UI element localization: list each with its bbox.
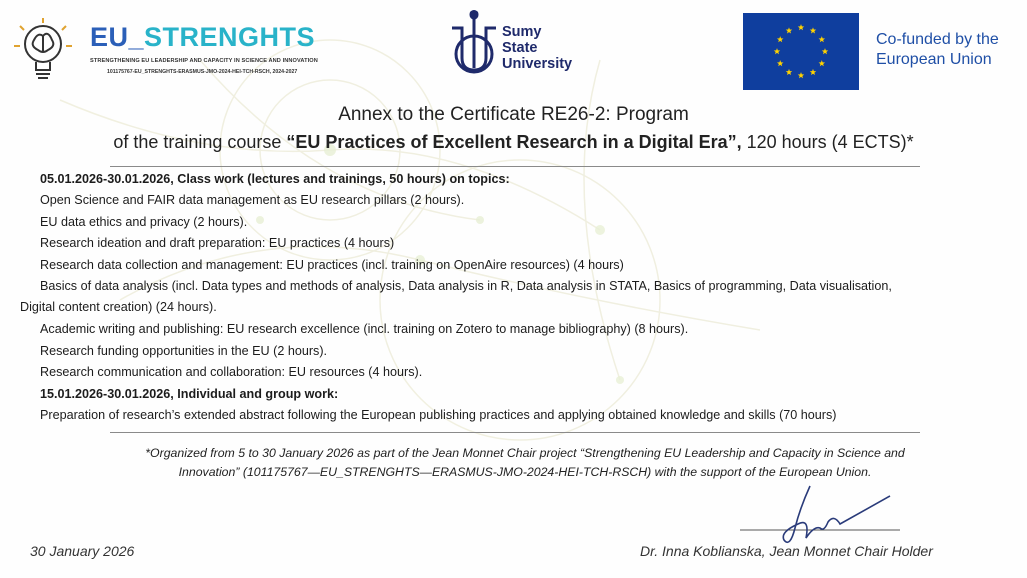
cofunded-label: Co-funded by the European Union	[876, 31, 999, 68]
topic-item: Academic writing and publishing: EU research excellence (incl. training on Zotero to manage bibliography) (8 hours).	[40, 322, 689, 336]
eu-flag-star	[786, 27, 792, 33]
project-logo-subtitle: STRENGTHENING EU LEADERSHIP AND CAPACITY IN SCIENCE AND INNOVATION	[90, 58, 318, 64]
footnote: *Organized from 5 to 30 January 2026 as part of the Jean Monnet Chair project “Strengthening EU Leadership and Capacity in Science and Innovation” (101175767—EU_STRENGHTS—ERASMUS-JMO-2024-HEI-TCH-RSCH) with the support of the European Union.	[145, 446, 905, 479]
eu-flag-star	[777, 60, 783, 66]
individual-work-heading: 15.01.2026-30.01.2026, Individual and group work:	[40, 387, 339, 401]
sumy-emblem-icon	[444, 10, 500, 78]
eu-flag-star	[810, 27, 816, 33]
topic-item: Research ideation and draft preparation: EU practices (4 hours)	[40, 236, 395, 250]
course-title: of the training course “EU Practices of Excellent Research in a Digital Era”, 120 hours (4 ECTS)*	[113, 132, 914, 152]
divider	[110, 432, 920, 433]
topic-item-continuation: Digital content creation) (24 hours).	[20, 300, 217, 314]
brain-bulb-icon	[12, 16, 74, 88]
project-logo	[12, 12, 342, 92]
university-name: Sumy State University	[502, 24, 573, 72]
document-title: Annex to the Certificate RE26-2: Program	[338, 104, 689, 125]
eu-flag-star	[774, 48, 780, 54]
university-logo	[444, 10, 584, 80]
eu-flag-star	[786, 69, 792, 75]
project-logo-title: EU_STRENGHTS	[90, 22, 316, 52]
eu-flag-star	[798, 24, 804, 30]
topic-item: Research funding opportunities in the EU (2 hours).	[40, 344, 328, 358]
eu-flag-star	[798, 72, 804, 78]
eu-flag-star	[819, 60, 825, 66]
eu-flag-icon	[743, 13, 859, 90]
individual-work-item: Preparation of research’s extended abstract following the European publishing practices and applying obtained knowledge and skills (70 hours)	[40, 408, 837, 422]
project-logo-code: 101175767-EU_STRENGHTS-ERASMUS-JMO-2024-HEI-TCH-RSCH, 2024-2027	[107, 69, 298, 75]
signer-name: Dr. Inna Koblianska, Jean Monnet Chair Holder	[640, 543, 933, 559]
eu-flag-star	[819, 36, 825, 42]
topic-item: EU data ethics and privacy (2 hours).	[40, 215, 248, 229]
course-name: “EU Practices of Excellent Research in a Digital Era”,	[286, 132, 742, 152]
topic-item: Basics of data analysis (incl. Data types and methods of analysis, Data analysis in R, Data analysis in STATA, Basics of programming, Data visualisation,	[40, 279, 892, 293]
class-work-heading: 05.01.2026-30.01.2026, Class work (lectures and trainings, 50 hours) on topics:	[40, 172, 510, 186]
topic-item: Research communication and collaboration: EU resources (4 hours).	[40, 365, 423, 379]
eu-flag-star	[777, 36, 783, 42]
issue-date: 30 January 2026	[30, 543, 135, 559]
divider	[110, 166, 920, 167]
topic-item: Open Science and FAIR data management as EU research pillars (2 hours).	[40, 193, 465, 207]
eu-flag-star	[810, 69, 816, 75]
topic-item: Research data collection and management: EU practices (incl. training on OpenAire resources) (4 hours)	[40, 258, 624, 272]
eu-flag-star	[822, 48, 828, 54]
